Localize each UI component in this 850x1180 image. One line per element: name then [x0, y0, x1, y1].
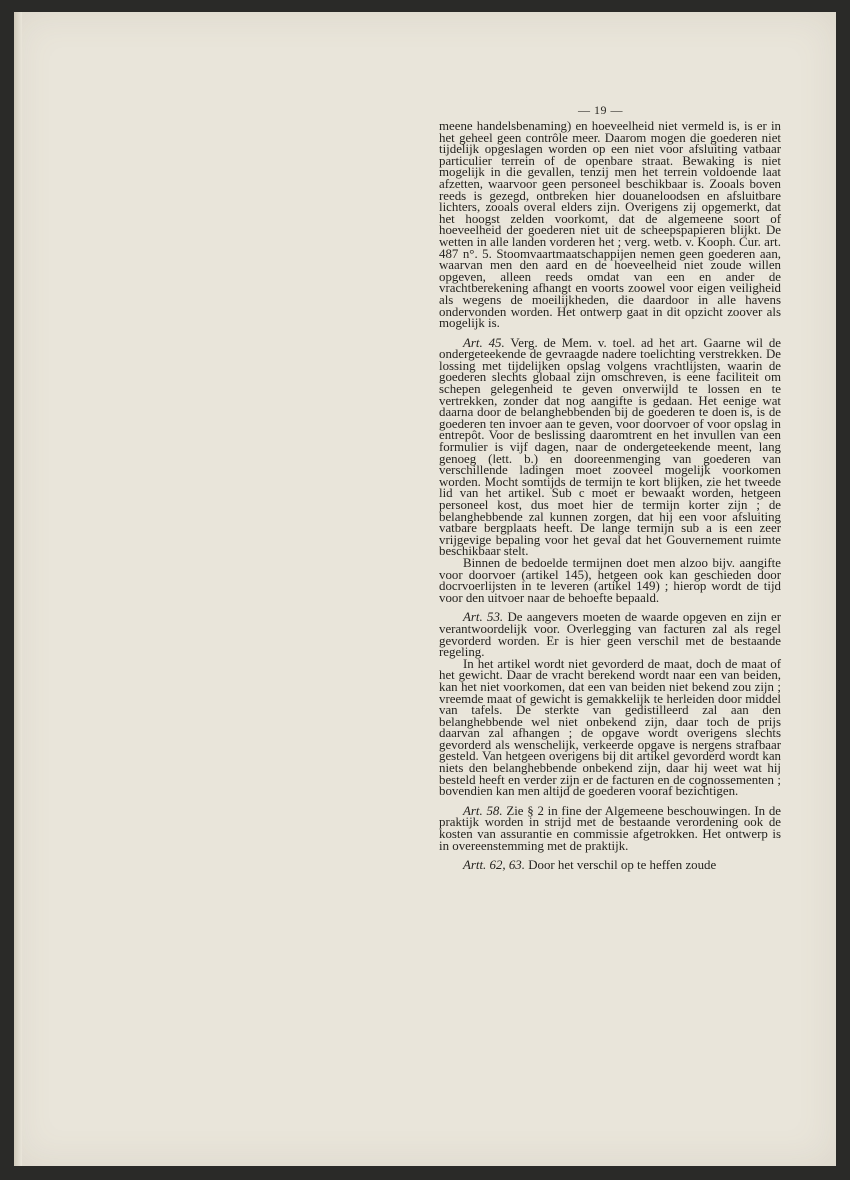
page-edge-shadow [14, 12, 22, 1166]
paragraph-text: Verg. de Mem. v. toel. ad het art. Gaarne wil de ondergeteekende de gevraagde nadere toelichting verstrekken. De lossing met tijdelijken opslag volgens vrachtlijsten, waarin de goederen slechts globaal zijn omschreven, is eene faciliteit om schepen gelegenheid te geven onverwijld te lossen en te vertrekken, zonder dat nog aangifte is gedaan. Het eenige wat daarna door de belanghebbenden bij de goederen te doen is, is de goederen ten invoer aan te geven, voor doorvoer of voor opslag in entrepôt. Voor de beslissing daaromtrent en het invullen van een formulier is vijf dagen, naar de ondergeteekende meent, lang genoeg (lett. b.) en dooreenmenging van goederen van verschillende ladingen moet zooveel mogelijk voorkomen worden. Mocht somtijds de termijn te kort blijken, zie het tweede lid van het artikel. Sub c moet er bewaakt worden, hetgeen personeel kost, dus moet hier de termijn korter zijn ; de belanghebbende zal kunnen zorgen, dat hij een voor afsluiting vatbare bergplaats heeft. De lange termijn sub a is een zeer vrijgevige bepaling voor het geval dat het Gouvernement ruimte beschikbaar stelt. [439, 335, 782, 559]
paragraph-continuation [439, 121, 781, 330]
article-ref: Art. 58. [463, 803, 503, 818]
paragraph-termijnen [439, 555, 781, 605]
page-number: — 19 — [578, 103, 623, 117]
article-ref: Artt. 62, 63. [463, 858, 525, 873]
paragraph-art-58 [439, 803, 781, 853]
paragraph-text: De aangevers moeten de waarde opgeven en zijn er verantwoordelijk voor. Overlegging van facturen zal als regel gevorderd worden. Er is hier geen verschil met de bestaande regeling. [439, 610, 781, 660]
paragraph-art-53 [439, 612, 781, 658]
paragraph-maat [439, 656, 781, 799]
paragraph-text: meene handelsbenaming) en hoeveelheid niet vermeld is, is er in het geheel geen contrôle meer. Daarom mogen die goederen niet tijdelijk opgeslagen worden op een niet voor afsluiting vatbaar particulier terrein of de openbare straat. Bewaking is niet mogelijk in die gevallen, tenzij men het terrein voldoende laat afzetten, waarvoor geen personeel beschikbaar is. Zooals boven reeds is gezegd, ontbreken hier douaneloodsen en afsluitbare lichters, zooals overal elders zijn. Overigens zij opgemerkt, dat het hoogst zelden voorkomt, dat de algemeene soort of hoeveelheid der goederen niet uit de scheepspapieren blijkt. De wetten in alle landen vorderen het ; verg. wetb. v. Kooph. Cur. art. 487 n°. 5. Stoomvaartmaatschappijen nemen geen goederen aan, waarvan men den aard en de hoeveelheid niet zoude willen opgeven, alleen reeds omdat van een en ander de vrachtberekening afhangt en voorts zoowel voor eigen veiligheid als wegens de moeilijkheden, die daardoor in alle havens ondervonden worden. Het ontwerp gaat in dit opzicht zoover als mogelijk is. [439, 119, 781, 331]
paragraph-text: Binnen de bedoelde termijnen doet men alzoo bijv. aangifte voor doorvoer (artikel 145), hetgeen ook kan geschieden door docrvoerlijsten in te leveren (artikel 149) ; hierop wordt de tijd voor den uitvoer naar de behoefte bepaald. [439, 555, 781, 605]
paragraph-text: Zie § 2 in fine der Algemeene beschouwingen. In de praktijk worden in strijd met de bestaande verordening ook de kosten van assurantie en commissie afgetrokken. Het ontwerp is in overeenstemming met de praktijk. [439, 803, 781, 853]
paragraph-text: In het artikel wordt niet gevorderd de maat, doch de maat of het gewicht. Daar de vracht berekend wordt naar een van beiden, kan het niet voorkomen, dat een van beiden niet bekend zou zijn ; vreemde maat of gewicht is gemakkelijk te herleiden door middel van tafels. De sterkte van gedistilleerd zal aan den belanghebbende wel niet onbekend zijn, daar toch de prijs daarvan zal afhangen ; de opgave wordt overigens slechts gevorderd als wenschelijk, verkeerde opgave is nergens strafbaar gesteld. Van hetgeen overigens bij dit artikel gevorderd wordt kan niets den belanghebbende onbekend zijn, daar hij weet wat hij besteld heeft en verder zijn er de facturen en de cognossementen ; bovendien kan men altijd de goederen vooraf bezichtigen. [439, 656, 781, 799]
paragraph-text: Door het verschil op te heffen zoude [528, 858, 717, 873]
article-ref: Art. 53. [463, 610, 504, 625]
document-page [14, 12, 836, 1166]
paragraph-art-45 [439, 335, 782, 559]
article-ref: Art. 45. [463, 335, 505, 350]
body-text [439, 121, 781, 872]
paragraph-artt-62-63 [439, 860, 781, 872]
